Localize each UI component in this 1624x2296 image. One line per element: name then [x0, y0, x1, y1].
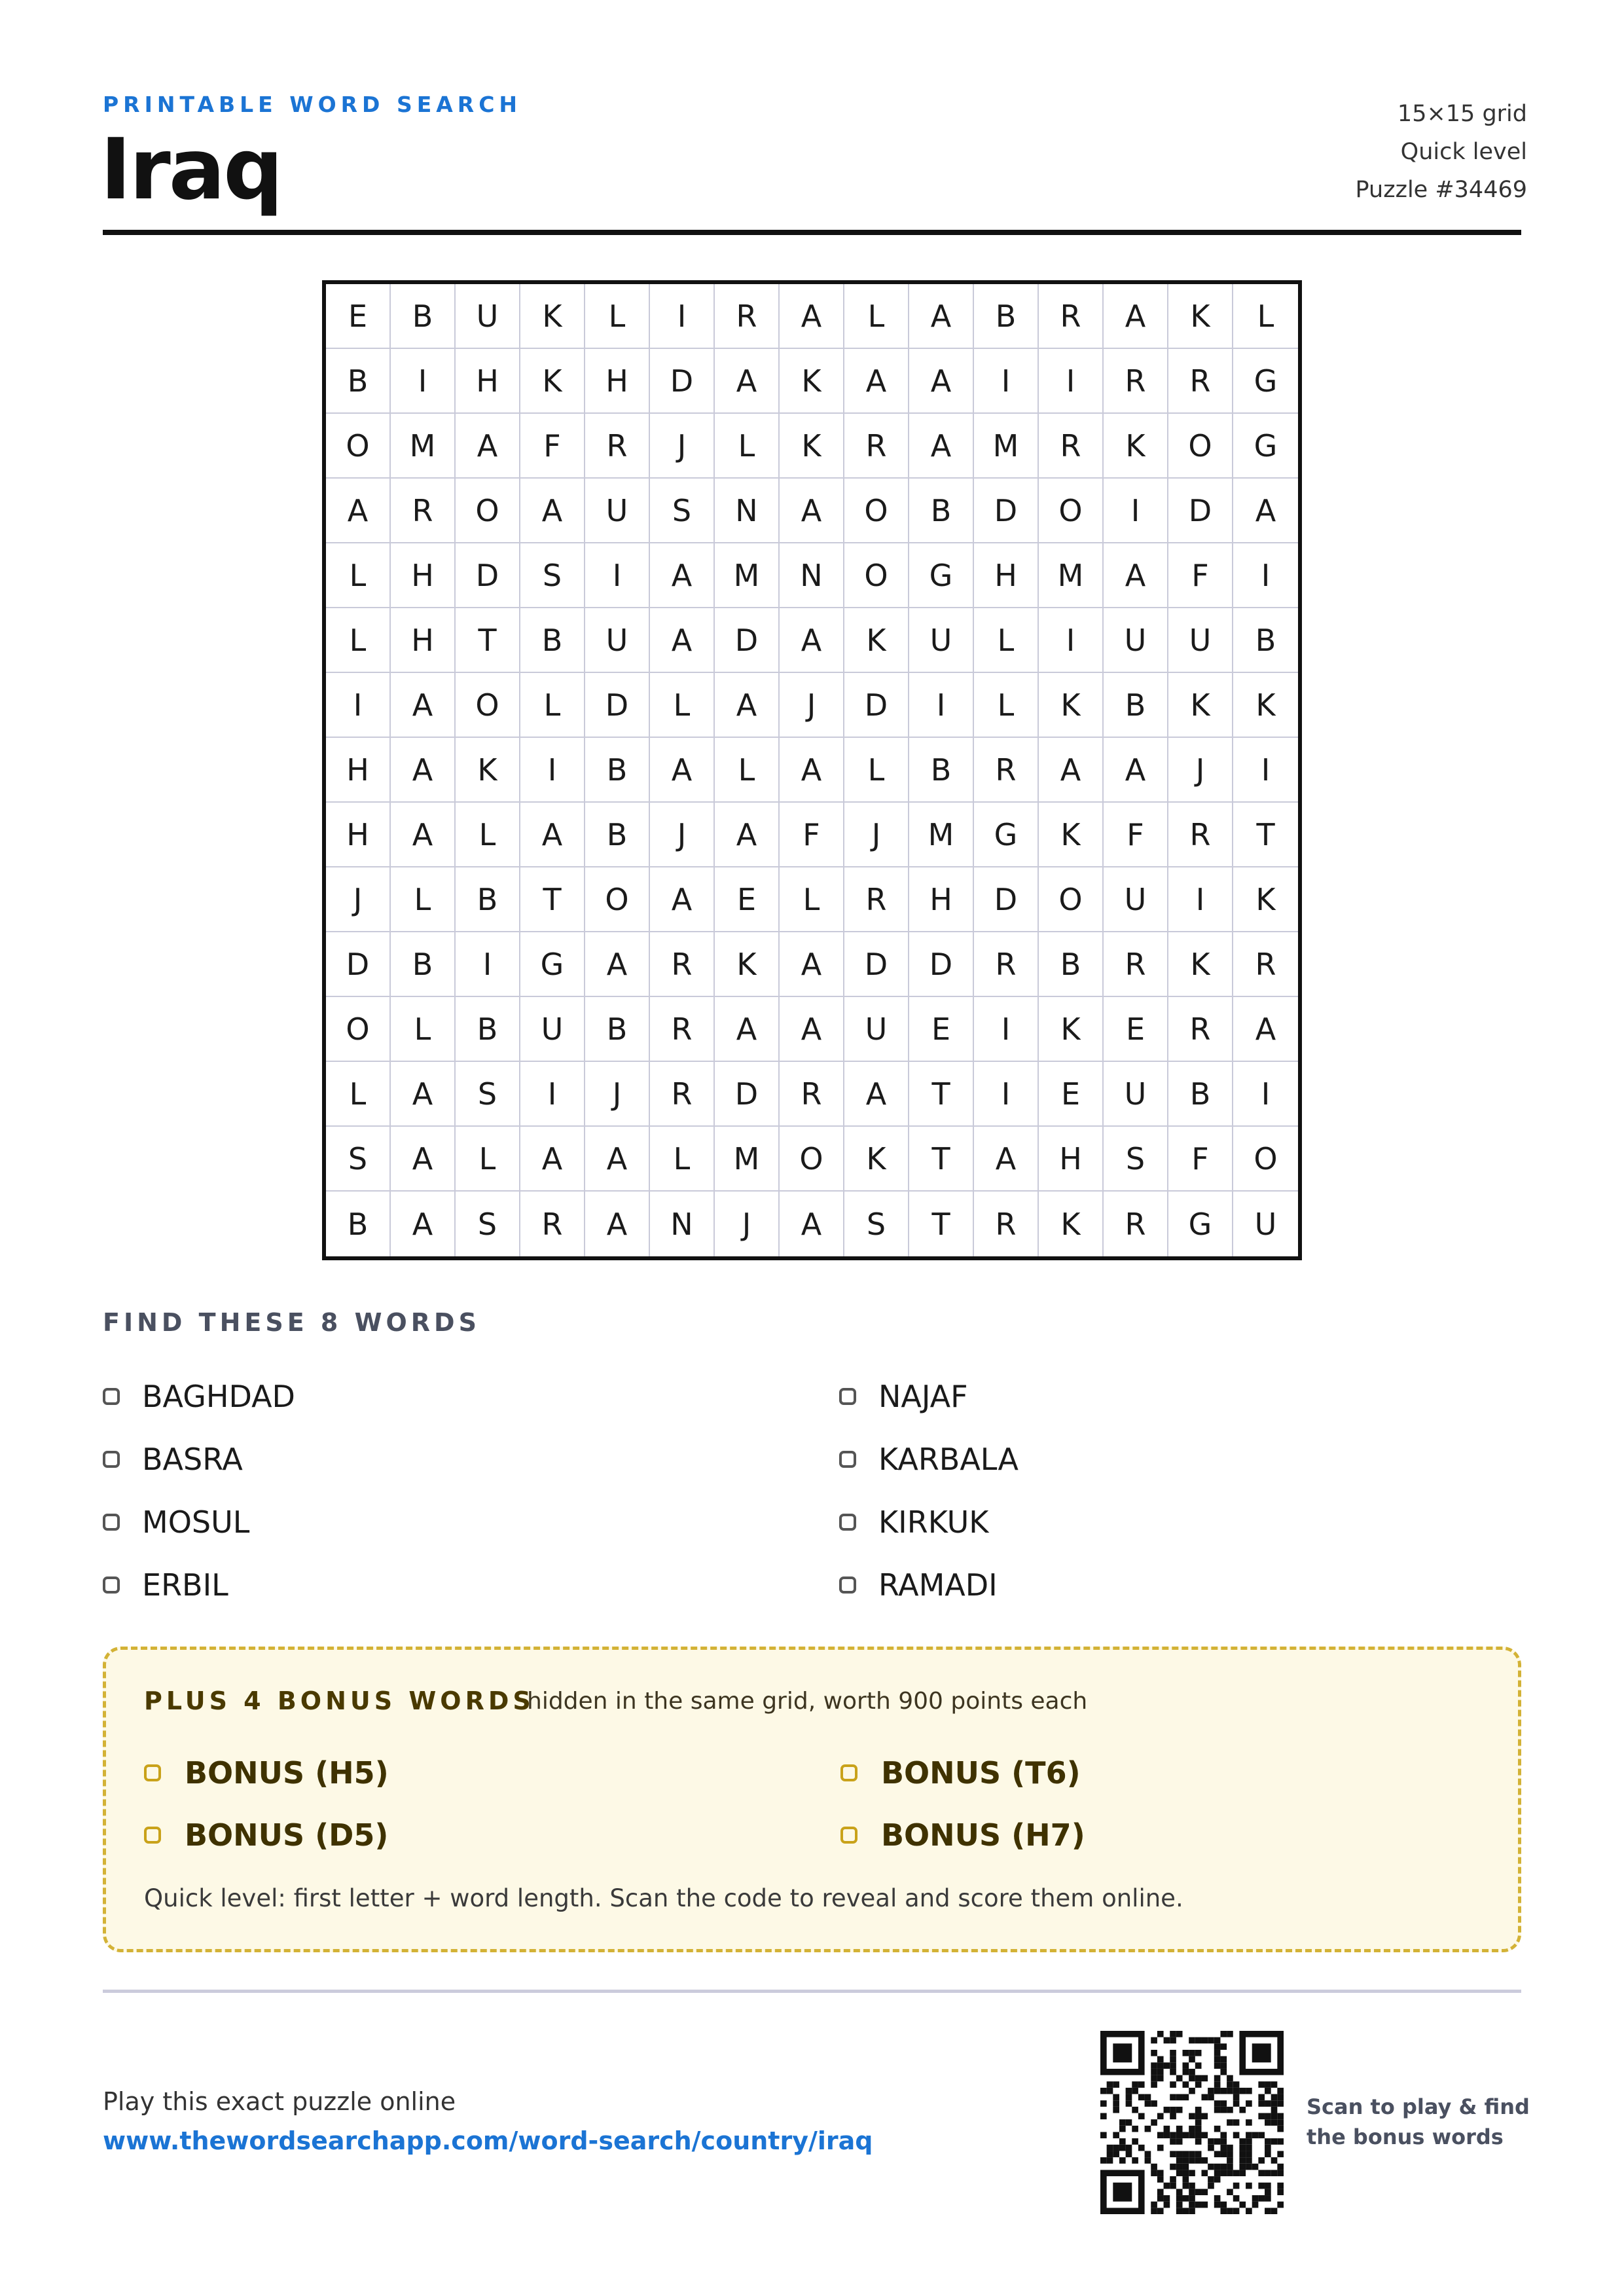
grid-cell[interactable]: A — [780, 1192, 844, 1256]
grid-cell[interactable]: R — [1168, 349, 1233, 414]
grid-cell[interactable]: L — [715, 738, 780, 803]
grid-cell[interactable]: I — [974, 997, 1039, 1062]
grid-cell[interactable]: A — [650, 543, 715, 608]
grid-cell[interactable]: K — [1104, 414, 1168, 479]
word-label: KARBALA — [878, 1442, 1019, 1477]
grid-cell[interactable]: T — [909, 1127, 974, 1192]
grid-cell[interactable]: D — [844, 673, 909, 738]
grid-cell[interactable]: K — [1039, 803, 1104, 867]
grid-cell[interactable]: O — [780, 1127, 844, 1192]
grid-cell[interactable]: M — [909, 803, 974, 867]
grid-cell[interactable]: A — [650, 608, 715, 673]
grid-cell[interactable]: E — [326, 284, 391, 349]
grid-cell[interactable]: R — [1168, 803, 1233, 867]
grid-cell[interactable]: F — [520, 414, 585, 479]
word-item[interactable] — [103, 1365, 295, 1428]
word-item[interactable] — [839, 1554, 1019, 1616]
bonus-panel — [103, 1647, 1521, 1952]
grid-cell[interactable]: R — [650, 1062, 715, 1127]
page-kicker: PRINTABLE WORD SEARCH — [103, 92, 522, 117]
grid-cell[interactable]: I — [326, 673, 391, 738]
grid-cell[interactable]: U — [520, 997, 585, 1062]
grid-cell[interactable]: A — [650, 738, 715, 803]
grid-cell[interactable]: S — [844, 1192, 909, 1256]
grid-cell[interactable]: L — [715, 414, 780, 479]
grid-cell[interactable]: B — [909, 738, 974, 803]
grid-cell[interactable]: S — [326, 1127, 391, 1192]
grid-cell[interactable]: K — [1168, 284, 1233, 349]
grid-cell[interactable]: B — [1104, 673, 1168, 738]
grid-cell[interactable]: D — [1168, 479, 1233, 543]
grid-cell[interactable]: A — [520, 479, 585, 543]
grid-cell[interactable]: O — [456, 479, 520, 543]
grid-cell[interactable]: R — [1104, 932, 1168, 997]
grid-cell[interactable]: K — [1039, 1192, 1104, 1256]
word-label: BAGHDAD — [142, 1379, 295, 1414]
grid-cell[interactable]: A — [780, 932, 844, 997]
grid-cell[interactable]: H — [585, 349, 650, 414]
grid-cell[interactable]: I — [1233, 543, 1298, 608]
grid-cell[interactable]: I — [909, 673, 974, 738]
grid-cell[interactable]: S — [520, 543, 585, 608]
grid-cell[interactable]: B — [326, 1192, 391, 1256]
grid-cell[interactable]: B — [391, 932, 456, 997]
grid-cell[interactable]: J — [1168, 738, 1233, 803]
bonus-heading: PLUS 4 BONUS WORDS — [144, 1686, 535, 1715]
grid-cell[interactable]: A — [1039, 738, 1104, 803]
checkbox-icon[interactable] — [103, 1514, 120, 1531]
bonus-note: Quick level: first letter + word length. Scan the code to reveal and score them online. — [144, 1884, 1183, 1912]
grid-cell[interactable]: I — [1233, 1062, 1298, 1127]
checkbox-icon[interactable] — [103, 1576, 120, 1594]
grid-cell[interactable]: A — [909, 414, 974, 479]
word-label: ERBIL — [142, 1567, 228, 1603]
grid-cell[interactable]: J — [585, 1062, 650, 1127]
grid-cell[interactable]: B — [585, 738, 650, 803]
grid-cell[interactable]: A — [909, 349, 974, 414]
grid-size-label: 15×15 grid — [1397, 101, 1527, 127]
grid-cell[interactable]: A — [391, 803, 456, 867]
scan-caption-line: Scan to play & find — [1307, 2094, 1530, 2119]
grid-cell[interactable]: N — [650, 1192, 715, 1256]
scan-caption — [1307, 2092, 1530, 2152]
grid-cell[interactable]: K — [1039, 673, 1104, 738]
grid-cell[interactable]: K — [1233, 867, 1298, 932]
grid-cell[interactable]: O — [585, 867, 650, 932]
grid-cell[interactable]: L — [456, 1127, 520, 1192]
grid-cell[interactable]: N — [715, 479, 780, 543]
grid-cell[interactable]: L — [974, 673, 1039, 738]
grid-cell[interactable]: E — [1039, 1062, 1104, 1127]
grid-cell[interactable]: D — [974, 867, 1039, 932]
grid-cell[interactable]: H — [1039, 1127, 1104, 1192]
grid-cell[interactable]: K — [520, 349, 585, 414]
grid-cell[interactable]: U — [1104, 867, 1168, 932]
grid-cell[interactable]: R — [780, 1062, 844, 1127]
grid-cell[interactable]: S — [456, 1192, 520, 1256]
grid-cell[interactable]: T — [909, 1062, 974, 1127]
grid-cell[interactable]: F — [1168, 543, 1233, 608]
grid-cell[interactable]: I — [1039, 349, 1104, 414]
grid-cell[interactable]: D — [456, 543, 520, 608]
grid-cell[interactable]: A — [844, 349, 909, 414]
word-label: BASRA — [142, 1442, 243, 1477]
grid-cell[interactable]: J — [650, 803, 715, 867]
grid-cell[interactable]: B — [1168, 1062, 1233, 1127]
puzzle-meta — [1356, 95, 1527, 209]
grid-cell[interactable]: A — [780, 738, 844, 803]
grid-cell[interactable]: D — [844, 932, 909, 997]
grid-cell[interactable]: U — [585, 608, 650, 673]
bonus-item[interactable] — [840, 1804, 1085, 1866]
word-item[interactable] — [103, 1554, 295, 1616]
grid-cell[interactable]: G — [1233, 349, 1298, 414]
grid-cell[interactable]: I — [456, 932, 520, 997]
grid-cell[interactable]: A — [1104, 543, 1168, 608]
grid-cell[interactable]: R — [1104, 1192, 1168, 1256]
grid-cell[interactable]: O — [1168, 414, 1233, 479]
bonus-item[interactable] — [144, 1741, 389, 1804]
grid-cell[interactable]: K — [456, 738, 520, 803]
grid-cell[interactable]: I — [1233, 738, 1298, 803]
word-list-column-left — [103, 1365, 295, 1616]
grid-cell[interactable]: A — [456, 414, 520, 479]
grid-cell[interactable]: B — [391, 284, 456, 349]
grid-cell[interactable]: D — [909, 932, 974, 997]
checkbox-icon[interactable] — [144, 1764, 161, 1781]
grid-cell[interactable]: L — [974, 608, 1039, 673]
grid-cell[interactable]: L — [326, 1062, 391, 1127]
grid-cell[interactable]: G — [974, 803, 1039, 867]
grid-cell[interactable]: A — [391, 673, 456, 738]
grid-cell[interactable]: K — [1039, 997, 1104, 1062]
checkbox-icon[interactable] — [103, 1388, 120, 1405]
grid-cell[interactable]: U — [1104, 1062, 1168, 1127]
grid-cell[interactable]: R — [844, 414, 909, 479]
grid-cell[interactable]: A — [715, 673, 780, 738]
grid-cell[interactable]: I — [585, 543, 650, 608]
grid-cell[interactable]: K — [780, 349, 844, 414]
grid-cell[interactable]: A — [520, 803, 585, 867]
footer-divider — [103, 1990, 1521, 1993]
grid-cell[interactable]: O — [1039, 479, 1104, 543]
grid-cell[interactable]: K — [844, 1127, 909, 1192]
grid-cell[interactable]: G — [1233, 414, 1298, 479]
grid-cell[interactable]: U — [844, 997, 909, 1062]
grid-cell[interactable]: A — [780, 608, 844, 673]
word-list-heading: FIND THESE 8 WORDS — [103, 1308, 480, 1337]
grid-cell[interactable]: L — [391, 997, 456, 1062]
grid-cell[interactable]: J — [715, 1192, 780, 1256]
grid-cell[interactable]: G — [1168, 1192, 1233, 1256]
grid-cell[interactable]: I — [974, 1062, 1039, 1127]
play-online-label: Play this exact puzzle online — [103, 2087, 456, 2116]
grid-cell[interactable]: L — [650, 1127, 715, 1192]
bonus-item[interactable] — [840, 1741, 1085, 1804]
grid-cell[interactable]: A — [391, 1062, 456, 1127]
grid-cell[interactable]: B — [1039, 932, 1104, 997]
grid-cell[interactable]: O — [326, 997, 391, 1062]
bonus-column-left — [144, 1741, 389, 1866]
grid-cell[interactable]: R — [1104, 349, 1168, 414]
grid-cell[interactable]: A — [1104, 284, 1168, 349]
word-item[interactable] — [839, 1428, 1019, 1491]
header-divider — [103, 230, 1521, 235]
grid-cell[interactable]: A — [844, 1062, 909, 1127]
grid-cell[interactable]: A — [1233, 479, 1298, 543]
grid-cell[interactable]: O — [844, 479, 909, 543]
bonus-label: BONUS (D5) — [185, 1817, 389, 1853]
grid-cell[interactable]: M — [715, 1127, 780, 1192]
word-label: KIRKUK — [878, 1504, 989, 1540]
grid-cell[interactable]: J — [780, 673, 844, 738]
grid-cell[interactable]: D — [326, 932, 391, 997]
grid-cell[interactable]: A — [780, 284, 844, 349]
grid-cell[interactable]: I — [520, 1062, 585, 1127]
bonus-label: BONUS (H5) — [185, 1755, 389, 1791]
grid-cell[interactable]: H — [326, 803, 391, 867]
grid-cell[interactable]: H — [909, 867, 974, 932]
grid-cell[interactable]: R — [974, 1192, 1039, 1256]
grid-cell[interactable]: O — [456, 673, 520, 738]
checkbox-icon[interactable] — [839, 1576, 856, 1594]
grid-cell[interactable]: I — [1039, 608, 1104, 673]
grid-cell[interactable]: J — [650, 414, 715, 479]
grid-cell[interactable]: K — [1168, 932, 1233, 997]
grid-cell[interactable]: I — [1168, 867, 1233, 932]
grid-cell[interactable]: A — [715, 803, 780, 867]
letter-grid — [322, 280, 1302, 1260]
grid-cell[interactable]: R — [650, 997, 715, 1062]
grid-cell[interactable]: O — [844, 543, 909, 608]
grid-cell[interactable]: R — [650, 932, 715, 997]
grid-cell[interactable]: E — [909, 997, 974, 1062]
grid-cell[interactable]: R — [585, 414, 650, 479]
grid-cell[interactable]: R — [974, 738, 1039, 803]
grid-cell[interactable]: L — [326, 608, 391, 673]
grid-cell[interactable]: A — [326, 479, 391, 543]
grid-cell[interactable]: B — [456, 997, 520, 1062]
grid-cell[interactable]: D — [715, 608, 780, 673]
grid-cell[interactable]: K — [1233, 673, 1298, 738]
grid-cell[interactable]: M — [1039, 543, 1104, 608]
grid-cell[interactable]: G — [520, 932, 585, 997]
word-label: NAJAF — [878, 1379, 968, 1414]
grid-cell[interactable]: K — [1168, 673, 1233, 738]
grid-cell[interactable]: I — [520, 738, 585, 803]
grid-cell[interactable]: R — [391, 479, 456, 543]
bonus-label: BONUS (T6) — [881, 1755, 1081, 1791]
grid-cell[interactable]: L — [585, 284, 650, 349]
grid-cell[interactable]: L — [326, 543, 391, 608]
grid-cell[interactable]: O — [1039, 867, 1104, 932]
grid-cell[interactable]: R — [1168, 997, 1233, 1062]
grid-cell[interactable]: S — [456, 1062, 520, 1127]
grid-cell[interactable]: I — [650, 284, 715, 349]
grid-cell[interactable]: E — [715, 867, 780, 932]
grid-cell[interactable]: B — [585, 997, 650, 1062]
grid-cell[interactable]: O — [1233, 1127, 1298, 1192]
qr-code-icon[interactable] — [1100, 2031, 1284, 2214]
grid-cell[interactable]: I — [391, 349, 456, 414]
bonus-column-right — [840, 1741, 1085, 1866]
grid-cell[interactable]: L — [456, 803, 520, 867]
checkbox-icon[interactable] — [840, 1764, 857, 1781]
grid-cell[interactable]: M — [391, 414, 456, 479]
level-label: Quick level — [1400, 139, 1527, 165]
grid-cell[interactable]: B — [326, 349, 391, 414]
word-label: MOSUL — [142, 1504, 250, 1540]
grid-cell[interactable]: B — [520, 608, 585, 673]
grid-cell[interactable]: D — [650, 349, 715, 414]
grid-cell[interactable]: I — [974, 349, 1039, 414]
grid-cell[interactable]: S — [1104, 1127, 1168, 1192]
grid-cell[interactable]: T — [520, 867, 585, 932]
grid-cell[interactable]: U — [1254, 1206, 1277, 1242]
grid-cell[interactable]: N — [780, 543, 844, 608]
grid-cell[interactable]: A — [780, 997, 844, 1062]
checkbox-icon[interactable] — [144, 1827, 161, 1844]
grid-cell[interactable]: U — [909, 608, 974, 673]
grid-cell[interactable]: S — [650, 479, 715, 543]
grid-cell[interactable]: H — [391, 543, 456, 608]
grid-cell[interactable]: M — [715, 543, 780, 608]
grid-cell[interactable]: O — [326, 414, 391, 479]
grid-cell[interactable]: B — [585, 803, 650, 867]
checkbox-icon[interactable] — [839, 1514, 856, 1531]
grid-cell[interactable]: R — [520, 1192, 585, 1256]
grid-cell[interactable]: D — [585, 673, 650, 738]
bonus-item[interactable] — [144, 1804, 389, 1866]
grid-cell[interactable]: A — [1104, 738, 1168, 803]
grid-cell[interactable]: R — [974, 932, 1039, 997]
grid-cell[interactable]: H — [391, 608, 456, 673]
grid-cell[interactable]: T — [1233, 803, 1298, 867]
scan-caption-line: the bonus words — [1307, 2124, 1504, 2149]
grid-cell[interactable]: B — [1233, 608, 1298, 673]
grid-cell[interactable]: L — [844, 738, 909, 803]
word-label: RAMADI — [878, 1567, 998, 1603]
grid-cell[interactable]: M — [974, 414, 1039, 479]
grid-cell[interactable]: E — [1104, 997, 1168, 1062]
grid-cell[interactable]: T — [909, 1192, 974, 1256]
grid-cell[interactable]: R — [1233, 932, 1298, 997]
word-item[interactable] — [839, 1365, 1019, 1428]
grid-cell[interactable]: K — [780, 414, 844, 479]
grid-cell[interactable]: A — [715, 349, 780, 414]
grid-cell[interactable]: A — [780, 479, 844, 543]
grid-cell[interactable]: A — [585, 932, 650, 997]
grid-cell[interactable]: G — [909, 543, 974, 608]
grid-cell[interactable]: L — [844, 284, 909, 349]
grid-cell[interactable]: R — [715, 284, 780, 349]
grid-cell[interactable]: A — [391, 1192, 456, 1256]
grid-cell[interactable]: L — [520, 673, 585, 738]
word-item[interactable] — [839, 1491, 1019, 1554]
grid-cell[interactable]: A — [650, 867, 715, 932]
grid-cell[interactable]: U — [1104, 608, 1168, 673]
grid-cell[interactable]: H — [326, 738, 391, 803]
puzzle-url-link[interactable]: www.thewordsearchapp.com/word-search/country/iraq — [103, 2126, 873, 2155]
grid-cell[interactable]: B — [456, 867, 520, 932]
grid-cell[interactable]: H — [456, 349, 520, 414]
grid-cell[interactable]: A — [909, 284, 974, 349]
grid-cell[interactable]: L — [780, 867, 844, 932]
word-list-column-right — [839, 1365, 1019, 1616]
grid-cell[interactable]: U — [585, 479, 650, 543]
grid-cell[interactable]: R — [1039, 414, 1104, 479]
grid-cell[interactable]: A — [585, 1127, 650, 1192]
grid-cell[interactable]: F — [780, 803, 844, 867]
grid-cell[interactable]: F — [1168, 1127, 1233, 1192]
grid-cell[interactable]: A — [974, 1127, 1039, 1192]
grid-cell[interactable]: A — [1233, 997, 1298, 1062]
grid-cell[interactable]: K — [844, 608, 909, 673]
checkbox-icon[interactable] — [840, 1827, 857, 1844]
puzzle-id-label: Puzzle #34469 — [1355, 177, 1527, 203]
grid-cell[interactable]: A — [391, 738, 456, 803]
grid-cell[interactable]: H — [974, 543, 1039, 608]
grid-cell[interactable]: R — [844, 867, 909, 932]
grid-cell[interactable]: U — [1168, 608, 1233, 673]
grid-cell[interactable]: U — [456, 284, 520, 349]
grid-cell[interactable]: A — [520, 1127, 585, 1192]
grid-cell[interactable]: I — [1104, 479, 1168, 543]
grid-cell[interactable]: D — [715, 1062, 780, 1127]
grid-cell[interactable]: B — [974, 284, 1039, 349]
grid-cell[interactable]: A — [715, 997, 780, 1062]
grid-cell[interactable]: K — [715, 932, 780, 997]
grid-cell[interactable]: K — [520, 284, 585, 349]
grid-cell[interactable]: L — [391, 867, 456, 932]
grid-cell[interactable]: A — [585, 1192, 650, 1256]
bonus-subtitle: hidden in the same grid, worth 900 points each — [527, 1688, 1088, 1715]
grid-cell[interactable]: R — [1039, 284, 1104, 349]
grid-cell[interactable]: J — [844, 803, 909, 867]
grid-cell[interactable]: L — [1233, 284, 1298, 349]
grid-cell[interactable]: A — [391, 1127, 456, 1192]
grid-cell[interactable]: J — [326, 867, 391, 932]
grid-cell[interactable]: T — [456, 608, 520, 673]
checkbox-icon[interactable] — [839, 1451, 856, 1468]
word-item[interactable] — [103, 1491, 295, 1554]
word-item[interactable] — [103, 1428, 295, 1491]
grid-cell[interactable]: F — [1104, 803, 1168, 867]
checkbox-icon[interactable] — [839, 1388, 856, 1405]
checkbox-icon[interactable] — [103, 1451, 120, 1468]
bonus-label: BONUS (H7) — [881, 1817, 1085, 1853]
page-title: Iraq — [100, 121, 281, 219]
grid-cell[interactable]: D — [974, 479, 1039, 543]
grid-cell[interactable]: B — [909, 479, 974, 543]
grid-cell[interactable]: L — [650, 673, 715, 738]
